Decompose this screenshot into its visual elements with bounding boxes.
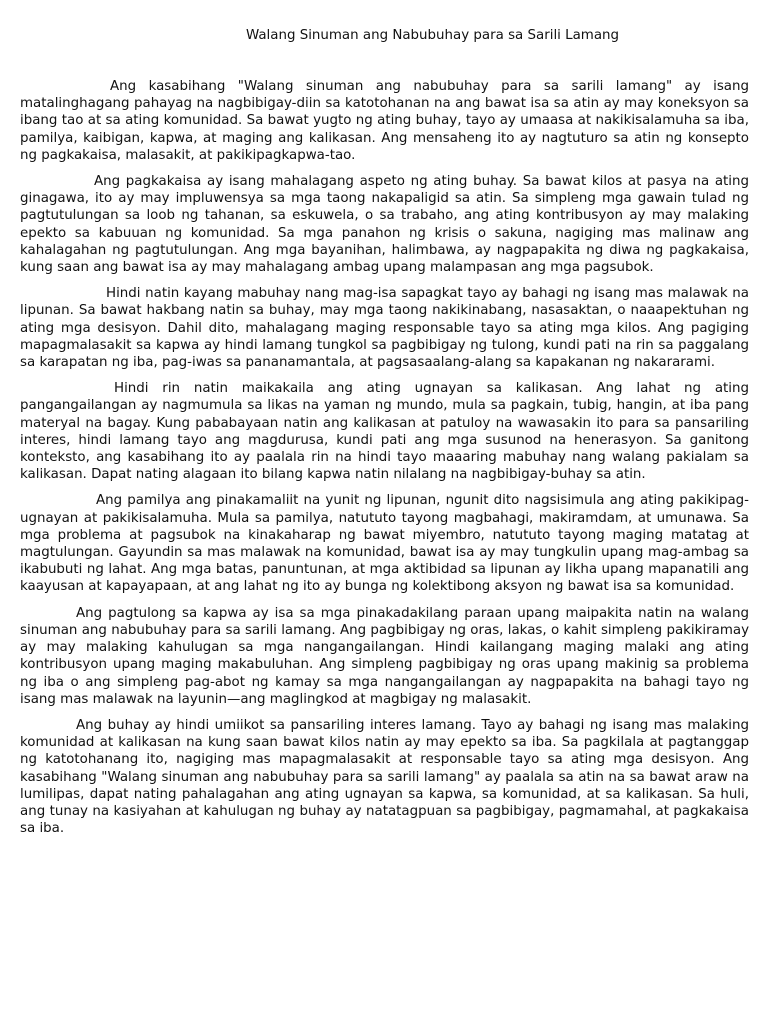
paragraph-7: Ang buhay ay hindi umiikot sa pansariling interes lamang. Tayo ay bahagi ng isang mas malaking komunidad at kalikasan na kung saan bawat kilos natin ay may epekto sa iba. Sa pagkilala at pagtanggap ng katotohanang ito, nagiging mas mapagmalasakit at responsable tayo sa ating mga desisyon. Ang kasabihang "Walang sinuman ang nabubuhay para sa sarili lamang" ay paalala sa atin na sa bawat araw na lumilipas, dapat nating pahalagahan ang ating ugnayan sa kapwa, sa komunidad, at sa kalikasan. Sa huli, ang tunay na kasiyahan at kahulugan ng buhay ay natatagpuan sa pagbibigay, pagmamahal, at pagkakaisa sa iba. (20, 717, 749, 837)
paragraph-4: Hindi rin natin maikakaila ang ating ugnayan sa kalikasan. Ang lahat ng ating pangangailangan ay nagmumula sa likas na yaman ng mundo, mula sa pagkain, tubig, hangin, at iba pang materyal na bagay. Kung pababayaan natin ang kalikasan at patuloy na wawasakin ito para sa pansariling interes, hindi lamang tayo ang magdurusa, kundi pati ang mga susunod na henerasyon. Sa ganitong konteksto, ang kasabihang ito ay paalala rin na hindi tayo maaaring mabuhay nang walang pakialam sa kalikasan. Dapat nating alagaan ito bilang kapwa natin nilalang na nagbibigay-buhay sa atin. (20, 381, 749, 483)
paragraph-3: Hindi natin kayang mabuhay nang mag-isa sapagkat tayo ay bahagi ng isang mas malawak na lipunan. Sa bawat hakbang natin sa buhay, may mga taong nakikinabang, nasasaktan, o naaapektuhan ng ating mga desisyon. Dahil dito, mahalagang maging responsable tayo sa ating mga kilos. Ang pagiging mapagmalasakit sa kapwa ay hindi lamang tungkol sa pagbibigay ng tulong, kundi pati na rin sa paggalang sa karapatan ng iba, pag-iwas sa pananamantala, at pagsasaalang-alang sa kapakanan ng nakararami. (20, 286, 749, 371)
paragraph-6: Ang pagtulong sa kapwa ay isa sa mga pinakadakilang paraan upang maipakita natin na walang sinuman ang nabubuhay para sa sarili lamang. Ang pagbibigay ng oras, lakas, o kahit simpleng pakikiramay ay may malaking kahulugan sa mga nangangailangan. Hindi kailangang maging malaki ang ating kontribusyon upang maging makabuluhan. Ang simpleng pagbibigay ng oras upang makinig sa problema ng iba o ang simpleng pag-abot ng kamay sa mga nangangailangan ay nagpapakita na bahagi tayo ng isang mas malawak na layunin—ang maglingkod at magbigay ng malasakit. (20, 605, 749, 707)
paragraph-2: Ang pagkakaisa ay isang mahalagang aspeto ng ating buhay. Sa bawat kilos at pasya na ating ginagawa, ito ay may impluwensya sa mga taong nakapaligid sa atin. Sa simpleng mga gawain tulad ng pagtutulungan sa loob ng tahanan, sa eskuwela, o sa trabaho, ang ating kontribusyon ay may malaking epekto sa kabuuan ng komunidad. Sa mga panahon ng krisis o sakuna, nagiging mas malinaw ang kahalagahan ng pagtutulungan. Ang mga bayanihan, halimbawa, ay nagpapakita ng diwa ng pagkakaisa, kung saan ang bawat isa ay may mahalagang ambag upang malampasan ang mga pagsubok. (20, 174, 749, 276)
paragraph-1: Ang kasabihang "Walang sinuman ang nabubuhay para sa sarili lamang" ay isang matalinghagang pahayag na nagbibigay-diin sa katotohanan na ang bawat isa sa atin ay may koneksyon sa ibang tao at sa ating komunidad. Sa bawat yugto ng ating buhay, tayo ay umaasa at nakikisalamuha sa iba, pamilya, kaibigan, kapwa, at maging ang kalikasan. Ang mensaheng ito ay nagtuturo sa atin ng konsepto ng pagkakaisa, malasakit, at pakikipagkapwa-tao. (20, 79, 749, 163)
document-title: Walang Sinuman ang Nabubuhay para sa Sarili Lamang (245, 28, 620, 43)
paragraph-5: Ang pamilya ang pinakamaliit na yunit ng lipunan, ngunit dito nagsisimula ang ating pakikipag-ugnayan at pakikisalamuha. Mula sa pamilya, natututo tayong magbahagi, makiramdam, at umunawa. Sa mga problema at pagsubok na kinakaharap ng bawat miyembro, natututo tayong maging matatag at magtulungan. Gayundin sa mas malawak na komunidad, bawat isa ay may tungkulin upang mag-ambag sa ikabubuti ng lahat. Ang mga batas, panuntunan, at mga aktibidad sa lipunan ay likha upang mapanatili ang kaayusan at kapayapaan, at ang lahat ng ito ay bunga ng kolektibong aksyon ng bawat isa sa komunidad. (20, 493, 749, 595)
